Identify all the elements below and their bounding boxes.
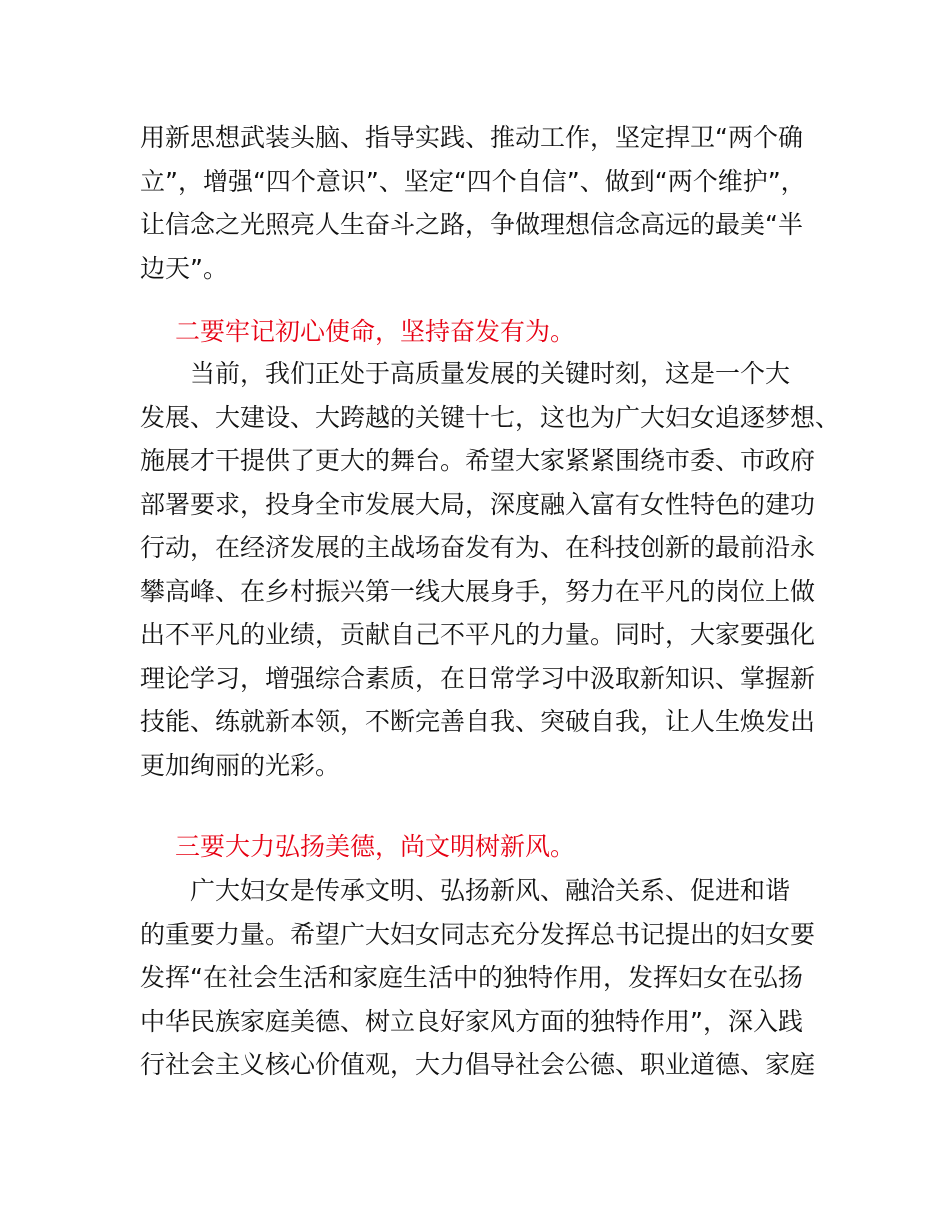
- section-heading-2: 二要牢记初心使命，坚持奋发有为。: [175, 317, 576, 346]
- paragraph-3: [140, 869, 820, 1087]
- paragraph-line: 当前，我们正处于高质量发展的关键时刻，这是一个大: [190, 359, 791, 388]
- paragraph-line: 广大妇女是传承文明、弘扬新风、融洽关系、促进和谐: [190, 876, 791, 905]
- paragraph-2: [140, 352, 841, 787]
- paragraph-line: 边天”。: [140, 253, 228, 283]
- paragraph-line: 用新思想武装头脑、指导实践、推动工作，坚定捍卫“两个确: [140, 123, 803, 152]
- paragraph-line: 施展才干提供了更大的舞台。希望大家紧紧围绕市委、市政府: [140, 446, 816, 475]
- paragraph-line: 发挥“在社会生活和家庭生活中的独特作用，发挥妇女在弘扬: [140, 963, 803, 992]
- paragraph-line: 技能、练就新本领，不断完善自我、突破自我，让人生焕发出: [140, 707, 816, 736]
- paragraph-line: 出不平凡的业绩，贡献自己不平凡的力量。同时，大家要强化: [140, 620, 816, 649]
- paragraph-line: 理论学习，增强综合素质，在日常学习中汲取新知识、掌握新: [140, 663, 816, 693]
- paragraph-1: [140, 116, 820, 290]
- paragraph-line: 攀高峰、在乡村振兴第一线大展身手，努力在平凡的岗位上做: [140, 576, 816, 606]
- paragraph-line: 让信念之光照亮人生奋斗之路，争做理想信念高远的最美“半: [140, 210, 803, 239]
- paragraph-line: 更加绚丽的光彩。: [140, 750, 341, 780]
- paragraph-line: 部署要求，投身全市发展大局，深度融入富有女性特色的建功: [140, 489, 816, 519]
- paragraph-line: 发展、大建设、大跨越的关键十七，这也为广大妇女追逐梦想、: [140, 402, 841, 432]
- paragraph-line: 行动，在经济发展的主战场奋发有为、在科技创新的最前沿永: [140, 533, 816, 562]
- section-heading-3: 三要大力弘扬美德，尚文明树新风。: [175, 832, 576, 861]
- paragraph-line: 中华民族家庭美德、树立良好家风方面的独特作用”，深入践: [140, 1006, 803, 1036]
- paragraph-line: 立”，增强“四个意识”、坚定“四个自信”、做到“两个维护”，: [140, 166, 806, 196]
- paragraph-line: 行社会主义核心价值观，大力倡导社会公德、职业道德、家庭: [140, 1050, 816, 1079]
- paragraph-line: 的重要力量。希望广大妇女同志充分发挥总书记提出的妇女要: [140, 919, 816, 949]
